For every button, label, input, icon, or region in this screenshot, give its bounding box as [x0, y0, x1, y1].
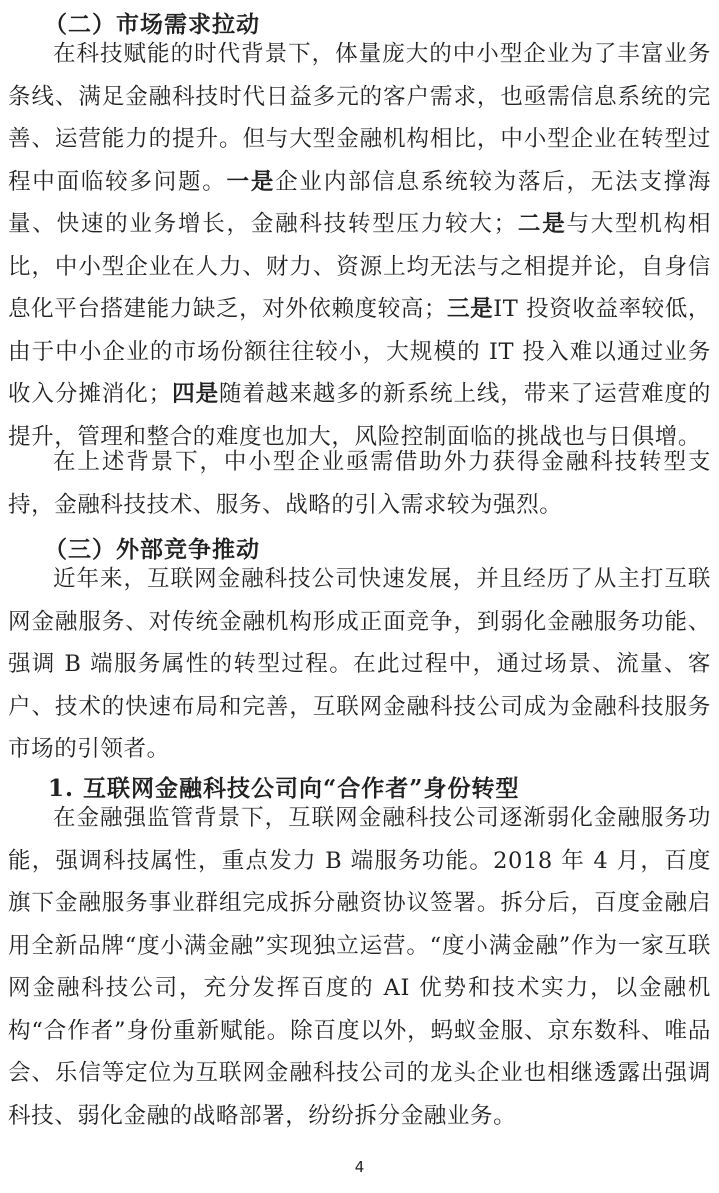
point-text-3: IT 投资收益率较低，由于中小企业的市场份额往往较小，大规模的 IT 投入难以通过业务收入分摊消化； [8, 296, 711, 407]
point-marker-4: 四是 [171, 381, 220, 407]
paragraph-background: 在上述背景下，中小型企业亟需借助外力获得金融科技转型支持，金融科技技术、服务、战略的引入需求较为强烈。 [8, 449, 711, 518]
section-heading-market-demand: （二）市场需求拉动 [44, 11, 260, 38]
point-text-1: 企业内部信息系统较为落后，无法支撑海量、快速的业务增长，金融科技转型压力较大； [8, 168, 712, 237]
paragraph-external-competition: 近年来，互联网金融科技公司快速发展，并且经历了从主打互联网金融服务、对传统金融机构形成正面竞争，到弱化金融服务功能、强调 B 端服务属性的转型过程。在此过程中，通过场景、流量、客户、技术的快速布局和完善，互联网金融科技公司成为金融科技服务市场的引领者。 [8, 566, 711, 762]
point-marker-2: 二是 [516, 211, 567, 237]
page-number: 4 [354, 1158, 365, 1176]
point-text-4: 随着越来越多的新系统上线，带来了运营难度的提升，管理和整合的难度也加大，风险控制面临的挑战也与日俱增。 [8, 381, 712, 450]
point-marker-3: 三是 [447, 296, 494, 322]
paragraph-market-demand [8, 33, 711, 458]
paragraph-intro: 在科技赋能的时代背景下，体量庞大的中小型企业为了丰富业务条线、满足金融科技时代日益多元的客户需求，也亟需信息系统的完善、运营能力的提升。但与大型金融机构相比，中小型企业在转型过程中面临较多问题。 [8, 41, 711, 195]
section-heading-external-competition: （三）外部竞争推动 [44, 536, 260, 563]
subsection-heading-partner-transition: 1. 互联网金融科技公司向“合作者”身份转型 [48, 775, 520, 802]
paragraph-partner-transition: 在金融强监管背景下，互联网金融科技公司逐渐弱化金融服务功能，强调科技属性，重点发力 B 端服务功能。2018 年 4 月，百度旗下金融服务事业群组完成拆分融资协议签署。拆分后，百度金融启用全新品牌“度小满金融”实现独立运营。“度小满金融”作为一家互联网金融科技公司，充分发挥百度的 AI 优势和技术实力，以金融机构“合作者”身份重新赋能。除百度以外，蚂蚁金服、京东数科、唯品会、乐信等定位为互联网金融科技公司的龙头企业也相继透露出强调科技、弱化金融的战略部署，纷纷拆分金融业务。 [8, 805, 711, 1129]
point-marker-1: 一是 [226, 168, 276, 195]
point-text-2: 与大型机构相比，中小型企业在人力、财力、资源上均无法与之相提并论，自身信息化平台搭建能力缺乏，对外依赖度较高； [8, 211, 711, 322]
